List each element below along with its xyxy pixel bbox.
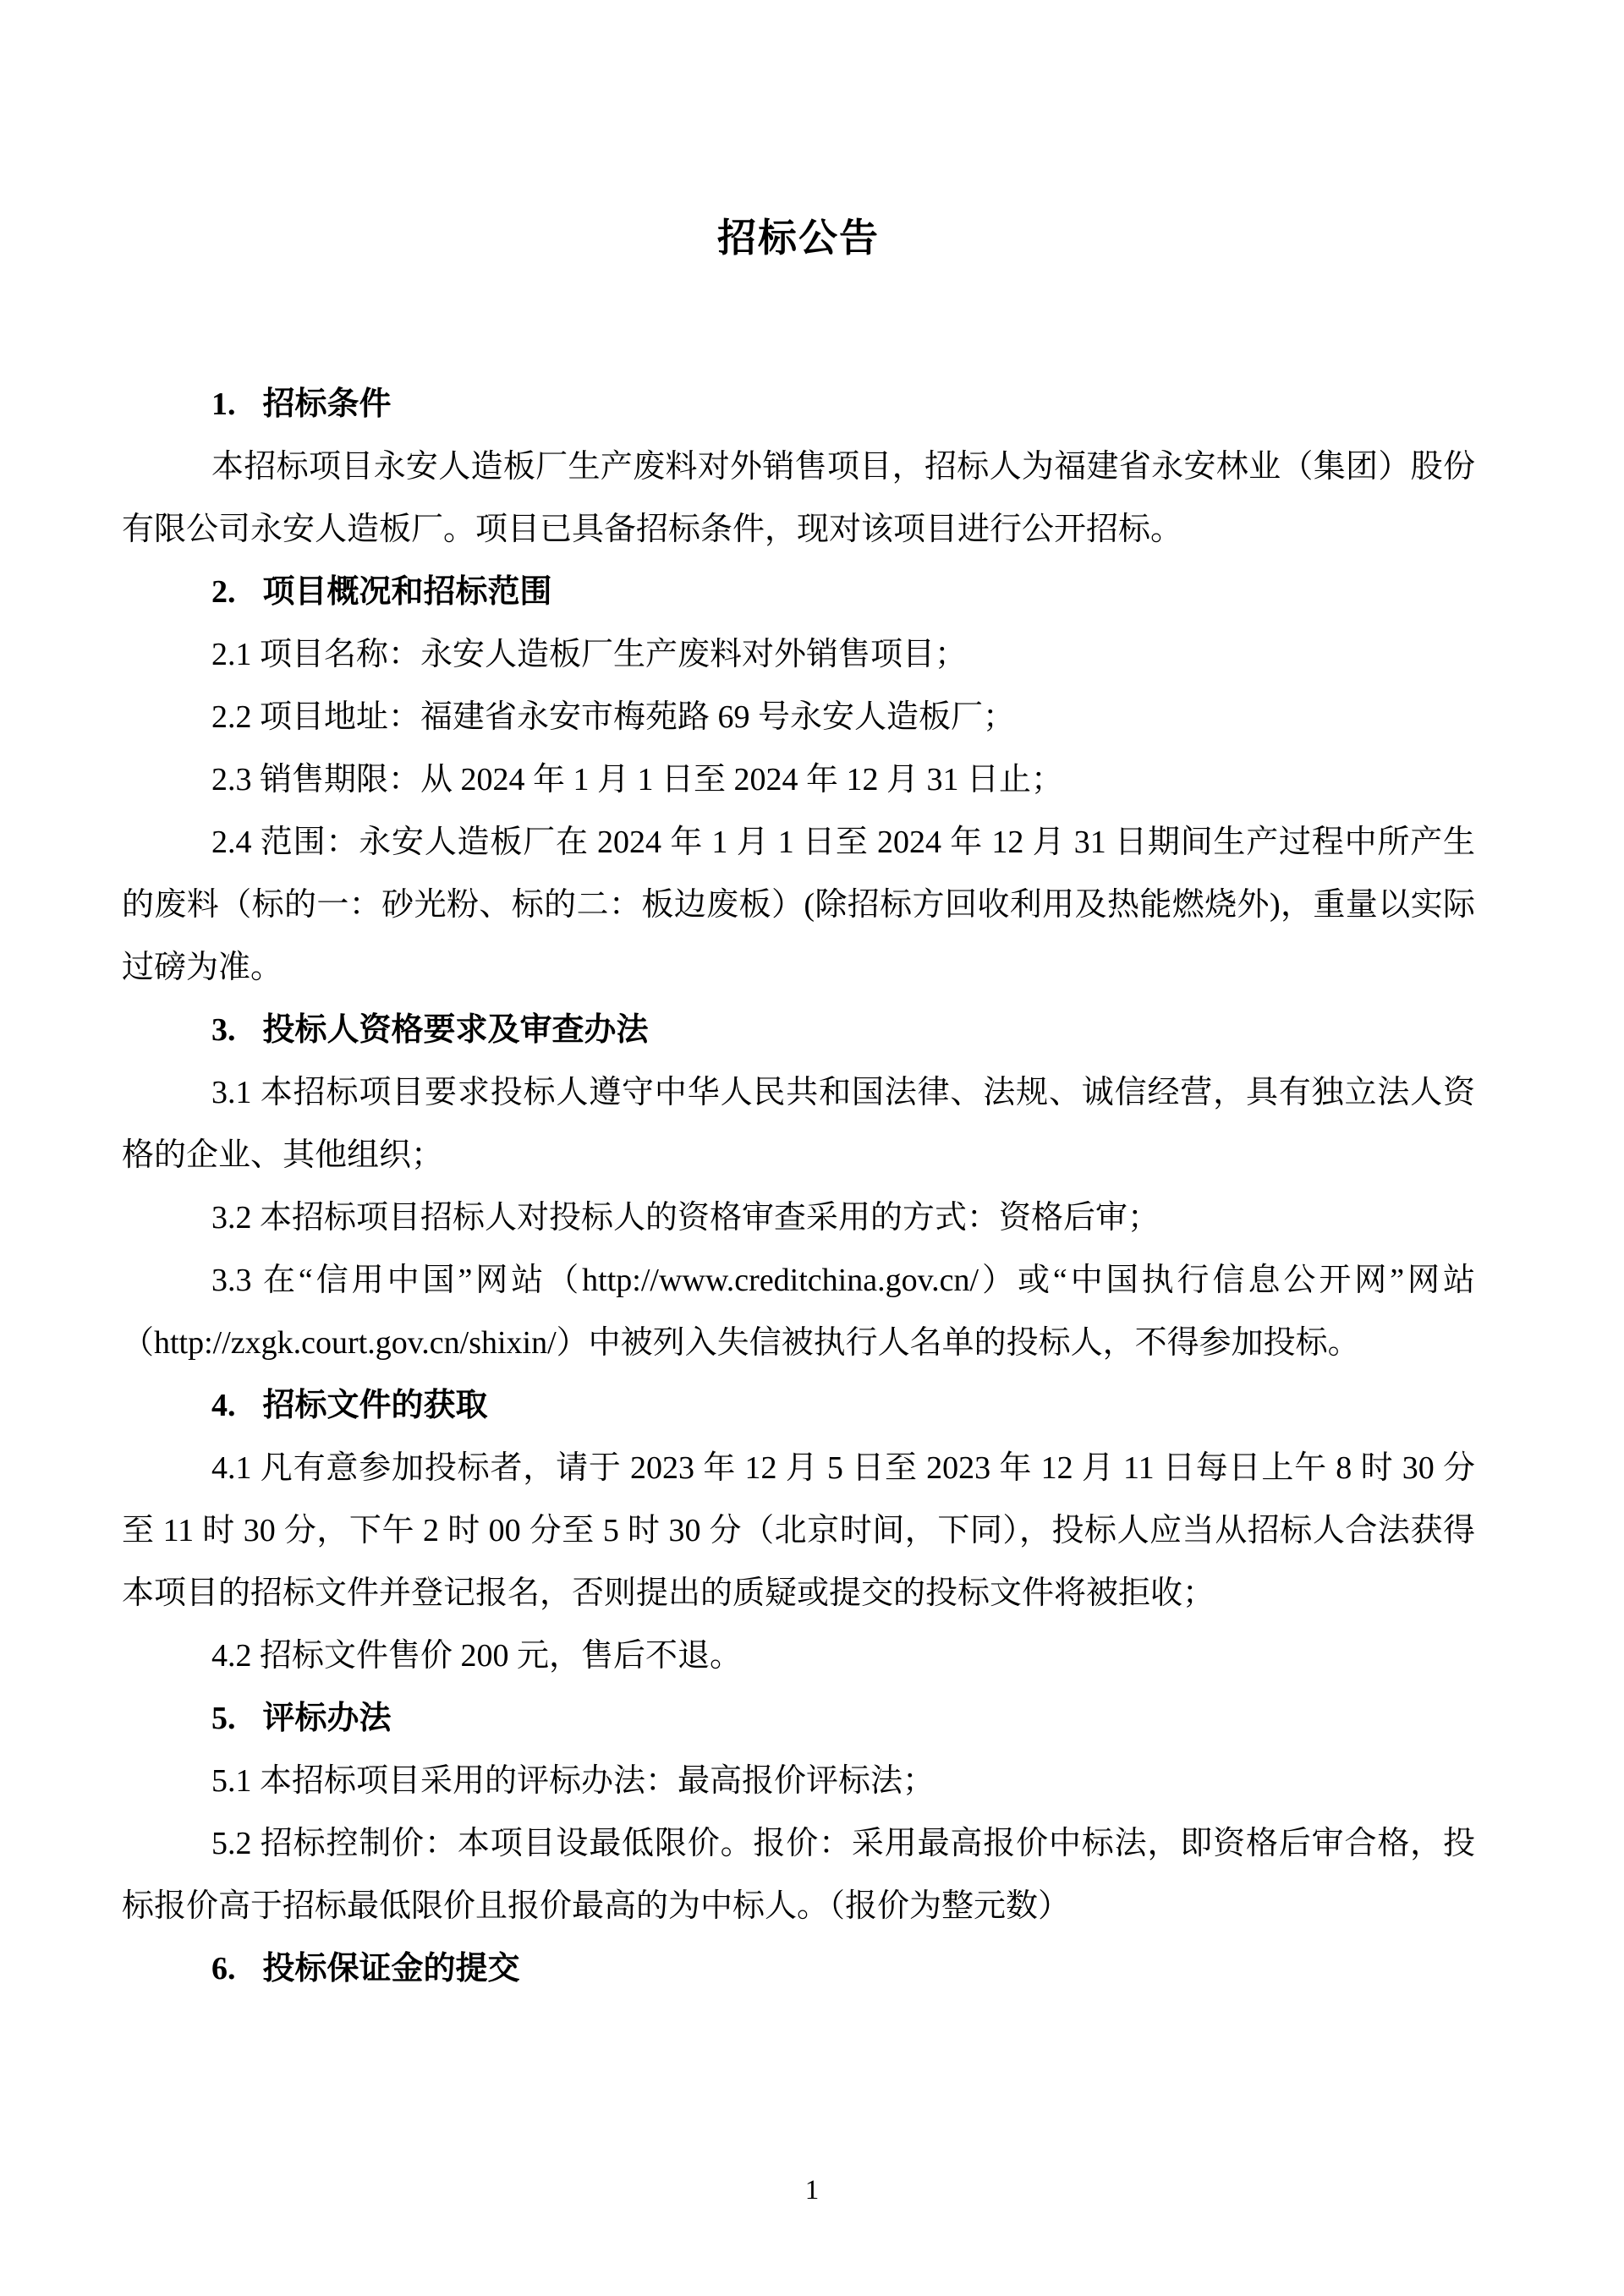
section-2-item-3: 2.3 销售期限：从 2024 年 1 月 1 日至 2024 年 12 月 31 日止； <box>211 762 1064 797</box>
section-6-heading <box>122 1937 1475 2000</box>
section-2-item-4: 2.4 范围：永安人造板厂在 2024 年 1 月 1 日至 2024 年 12 月 31 日期间生产过程中所产生的废料（标的一：砂光粉、标的二：板边废板）(除招标方回收利用及热能燃烧外)，重量以实际过磅为准。 <box>122 825 1475 985</box>
section-5-heading <box>122 1687 1475 1750</box>
document-title: 招标公告 <box>717 216 880 260</box>
section-3-item-3: 3.3 在“信用中国”网站（http://www.creditchina.gov.cn/）或“中国执行信息公开网”网站（http://zxgk.court.gov.cn/shixin/）中被列入失信被执行人名单的投标人，不得参加投标。 <box>122 1263 1475 1361</box>
section-6-heading-label: 投标保证金的提交 <box>262 1951 520 1986</box>
section-2 <box>122 561 1475 999</box>
section-2-item-2: 2.2 项目地址：福建省永安市梅苑路 69 号永安人造板厂； <box>211 699 1016 735</box>
section-5-heading-number: 5. <box>211 1701 236 1736</box>
section-3-heading <box>122 999 1475 1061</box>
section-5-item-1: 5.1 本招标项目采用的评标办法：最高报价评标法； <box>211 1763 935 1799</box>
section-3-item-1: 3.1 本招标项目要求投标人遵守中华人民共和国法律、法规、诚信经营，具有独立法人资格的企业、其他组织； <box>122 1075 1475 1173</box>
section-1-paragraph: 本招标项目永安人造板厂生产废料对外销售项目，招标人为福建省永安林业（集团）股份有限公司永安人造板厂。项目已具备招标条件，现对该项目进行公开招标。 <box>122 449 1475 547</box>
section-1 <box>122 373 1475 561</box>
section-4 <box>122 1374 1475 1687</box>
document-content <box>122 0 1475 2000</box>
section-6 <box>122 1937 1475 2000</box>
section-4-item-2: 4.2 招标文件售价 200 元，售后不退。 <box>211 1638 743 1674</box>
section-2-heading-label: 项目概况和招标范围 <box>262 574 552 610</box>
page-number: 1 <box>804 2175 820 2206</box>
section-2-heading <box>122 561 1475 623</box>
section-5-heading-label: 评标办法 <box>262 1701 392 1736</box>
section-1-heading <box>122 373 1475 436</box>
section-1-heading-label: 招标条件 <box>262 386 392 422</box>
section-5 <box>122 1687 1475 1937</box>
section-2-item-1: 2.1 项目名称：永安人造板厂生产废料对外销售项目； <box>211 637 968 672</box>
section-4-heading-number: 4. <box>211 1388 236 1423</box>
section-4-heading <box>122 1374 1475 1437</box>
section-1-heading-number: 1. <box>211 386 236 422</box>
section-3-item-2: 3.2 本招标项目招标人对投标人的资格审查采用的方式：资格后审； <box>211 1200 1160 1236</box>
section-5-item-2: 5.2 招标控制价：本项目设最低限价。报价：采用最高报价中标法，即资格后审合格，投标报价高于招标最低限价且报价最高的为中标人。（报价为整元数） <box>122 1826 1475 1924</box>
section-2-heading-number: 2. <box>211 574 236 610</box>
section-6-heading-number: 6. <box>211 1951 236 1986</box>
section-4-heading-label: 招标文件的获取 <box>262 1388 488 1423</box>
section-4-item-1: 4.1 凡有意参加投标者，请于 2023 年 12 月 5 日至 2023 年 12 月 11 日每日上午 8 时 30 分至 11 时 30 分，下午 2 时 00 分至 5 时 30 分（北京时间，下同），投标人应当从招标人合法获得本项目的招标文件并登记报名，否则提出的质疑或提交的投标文件将被拒收； <box>122 1450 1475 1611</box>
section-3-heading-label: 投标人资格要求及审查办法 <box>262 1012 649 1048</box>
section-3-heading-number: 3. <box>211 1012 236 1048</box>
section-3 <box>122 999 1475 1374</box>
